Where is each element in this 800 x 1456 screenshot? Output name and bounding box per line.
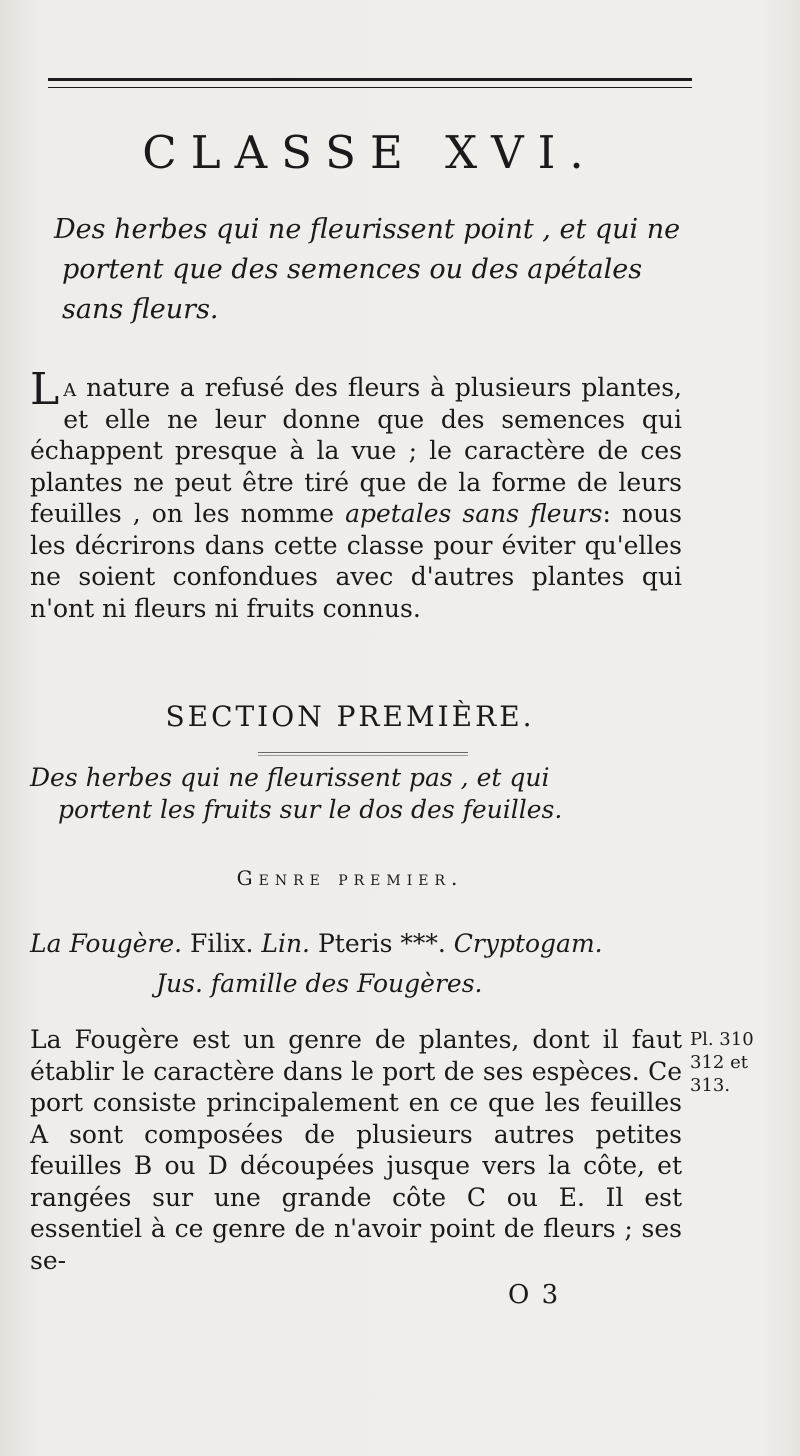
section-title: SECTION PREMIÈRE. bbox=[165, 700, 535, 733]
section-subtitle-line-2: portent les fruits sur le dos des feuilles. bbox=[58, 795, 563, 824]
page-signature: O 3 bbox=[508, 1280, 561, 1310]
class-subtitle-line-2: portent que des semences ou des apétales bbox=[62, 254, 643, 285]
class-subtitle-line-1: Des herbes qui ne fleurissent point , et qui ne bbox=[54, 214, 681, 245]
genus-heading bbox=[30, 924, 690, 1004]
intro-text-1: nature a refusé des fleurs à plusieurs plantes, et elle ne leur donne que des semences qui échappent presque à la vue ; le caractère de ces plantes ne peut être tiré que de la forme de leurs feuilles , on les nomme bbox=[30, 373, 682, 528]
margin-note bbox=[690, 1028, 790, 1097]
genre-heading: Genre premier. bbox=[236, 866, 464, 890]
genus-name: La Fougère. bbox=[30, 929, 183, 958]
section-subtitle bbox=[30, 762, 690, 826]
margin-note-line-3: 313. bbox=[690, 1075, 731, 1096]
drop-cap: L bbox=[30, 364, 60, 415]
genus-pteris: Pteris ***. bbox=[310, 929, 454, 958]
intro-italic-term: apetales sans fleurs bbox=[345, 499, 603, 528]
genus-latin: Filix. bbox=[182, 929, 262, 958]
intro-paragraph bbox=[30, 364, 683, 624]
margin-note-line-2: 312 et bbox=[690, 1052, 748, 1073]
class-title: CLASSE XVI. bbox=[142, 126, 598, 179]
class-subtitle-line-3: sans fleurs. bbox=[62, 294, 219, 325]
genus-family: Jus. famille des Fougères. bbox=[156, 969, 483, 998]
class-subtitle bbox=[54, 210, 694, 330]
genus-lin: Lin. bbox=[261, 929, 311, 958]
intro-text-2: : nous les décrirons dans cette classe pour éviter qu'elles ne soient confondues avec d'autres plantes qui n'ont ni fleurs ni fruits connus. bbox=[30, 499, 683, 623]
genus-cryptogam: Cryptogam. bbox=[453, 929, 603, 958]
body-paragraph: La Fougère est un genre de plantes, dont il faut établir le caractère dans le port de ses espèces. Ce port consiste principalement en ce que les feuilles A sont composées de plusieurs autres petites feuilles B ou D découpées jusque vers la côte, et rangées sur une grande côte C ou E. Il est essentiel à ce genre de n'avoir point de fleurs ; ses se- bbox=[30, 1025, 682, 1275]
margin-note-line-1: Pl. 310 bbox=[690, 1029, 754, 1050]
top-double-rule bbox=[48, 78, 692, 88]
section-subtitle-line-1: Des herbes qui ne fleurissent pas , et qui bbox=[30, 763, 550, 792]
intro-smallcaps: a bbox=[63, 373, 77, 402]
section-rule bbox=[258, 752, 468, 756]
